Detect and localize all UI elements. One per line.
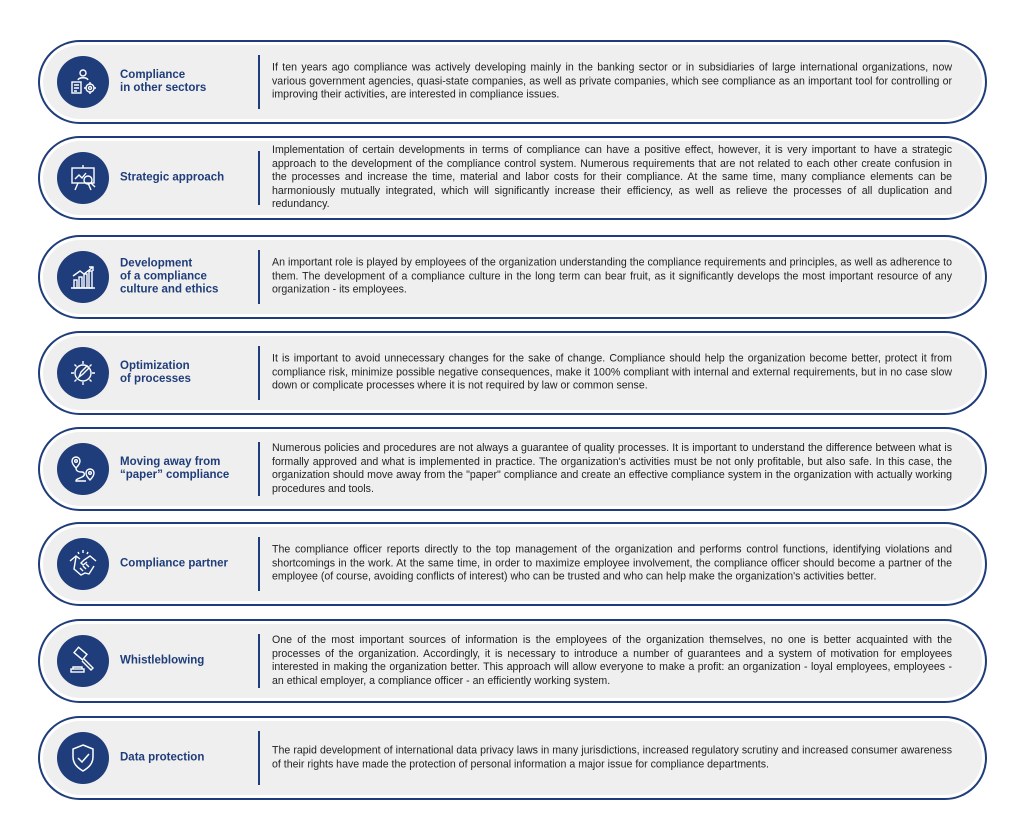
topic-card-data-protection — [38, 716, 987, 800]
topic-card-whistleblowing — [38, 619, 987, 703]
topic-title: Compliance partner — [120, 557, 228, 570]
topic-card-moving-away-from-paper — [38, 427, 987, 511]
divider — [258, 537, 260, 591]
topic-title: Strategic approach — [120, 171, 225, 184]
divider — [258, 250, 260, 304]
topic-description: Numerous policies and procedures are not always a guarantee of quality processes. It is important to understand the difference between what is formally approved and what is implemented in practice. The organization's activities must be not only profitable, but also safe. In this case, the organization should move away from the "paper" compliance and create an effective compliance system in the organization with actually working procedures and tools. — [272, 441, 952, 495]
divider — [258, 151, 260, 205]
topic-title: Optimization of processes — [120, 360, 191, 385]
topic-card-compliance-partner — [38, 522, 987, 606]
topic-card-compliance-in-other-sectors — [38, 40, 987, 124]
gear-pencil-icon — [57, 347, 109, 399]
divider — [258, 634, 260, 688]
topic-title: Development of a compliance culture and ethics — [120, 257, 219, 296]
growth-chart-icon — [57, 251, 109, 303]
team-gear-icon — [57, 56, 109, 108]
topic-card-compliance-culture — [38, 235, 987, 319]
gavel-icon — [57, 635, 109, 687]
shield-check-icon — [57, 732, 109, 784]
topic-title: Whistleblowing — [120, 654, 205, 667]
handshake-icon — [57, 538, 109, 590]
topic-description: The rapid development of international data privacy laws in many jurisdictions, increased regulatory scrutiny and increased consumer awareness of their rights have made the protection of personal information a major issue for compliance departments. — [272, 744, 952, 770]
divider — [258, 55, 260, 109]
topic-card-strategic-approach — [38, 136, 987, 220]
topic-title: Moving away from “paper” compliance — [120, 456, 230, 481]
topic-description: An important role is played by employees of the organization understanding the compliance requirements and principles, as well as adherence to them. The development of a compliance culture in the long term can bear fruit, as it significantly develops the most important resource of any organization - its employees. — [272, 256, 952, 296]
route-pins-icon — [57, 443, 109, 495]
divider — [258, 346, 260, 400]
topic-title: Data protection — [120, 751, 205, 764]
topic-card-optimization-of-processes — [38, 331, 987, 415]
topic-description: Implementation of certain developments in terms of compliance can have a positive effect, however, it is very important to have a strategic approach to the development of the compliance control system. Numerous requirements that are not related to each other create confusion in the processes and increase the time, material and labor costs for their compliance. At the same time, many compliance elements can be harmoniously mutually integrated, which will significantly increase their efficiency, as well as relieve the processes of all duplication and redundancy. — [272, 144, 952, 211]
topic-description: If ten years ago compliance was actively developing mainly in the banking sector or in subsidiaries of large international organizations, now various government agencies, quasi-state companies, as well as private companies, which see compliance as an important tool for controlling or improving their activities, are interested in compliance issues. — [272, 61, 952, 101]
topic-title: Compliance in other sectors — [120, 69, 207, 94]
topic-description: It is important to avoid unnecessary changes for the sake of change. Compliance should help the organization become better, protect it from compliance risk, minimize possible negative consequences, make it 100% compliant with internal and external requirements, but in no case slow down or complicate processes where it is not required by law or common sense. — [272, 352, 952, 392]
divider — [258, 731, 260, 785]
topic-description: One of the most important sources of information is the employees of the organization themselves, no one is better acquainted with the processes of the organization. Accordingly, it is necessary to introduce a number of guarantees and a system of motivation for employees interested in making the organization better. This approach will allow everyone to make a profit: an organization - loyal employees, employees - an ethical employer, a compliance officer - an efficiently working system. — [272, 633, 952, 687]
presentation-magnifier-icon — [57, 152, 109, 204]
topic-description: The compliance officer reports directly to the top management of the organization and performs control functions, identifying violations and shortcomings in the work. At the same time, in order to maximize employee involvement, the compliance officer should become a partner of the employee (of course, avoiding conflicts of interest) who can be trusted and who can help make the organization's activities better. — [272, 543, 952, 583]
divider — [258, 442, 260, 496]
